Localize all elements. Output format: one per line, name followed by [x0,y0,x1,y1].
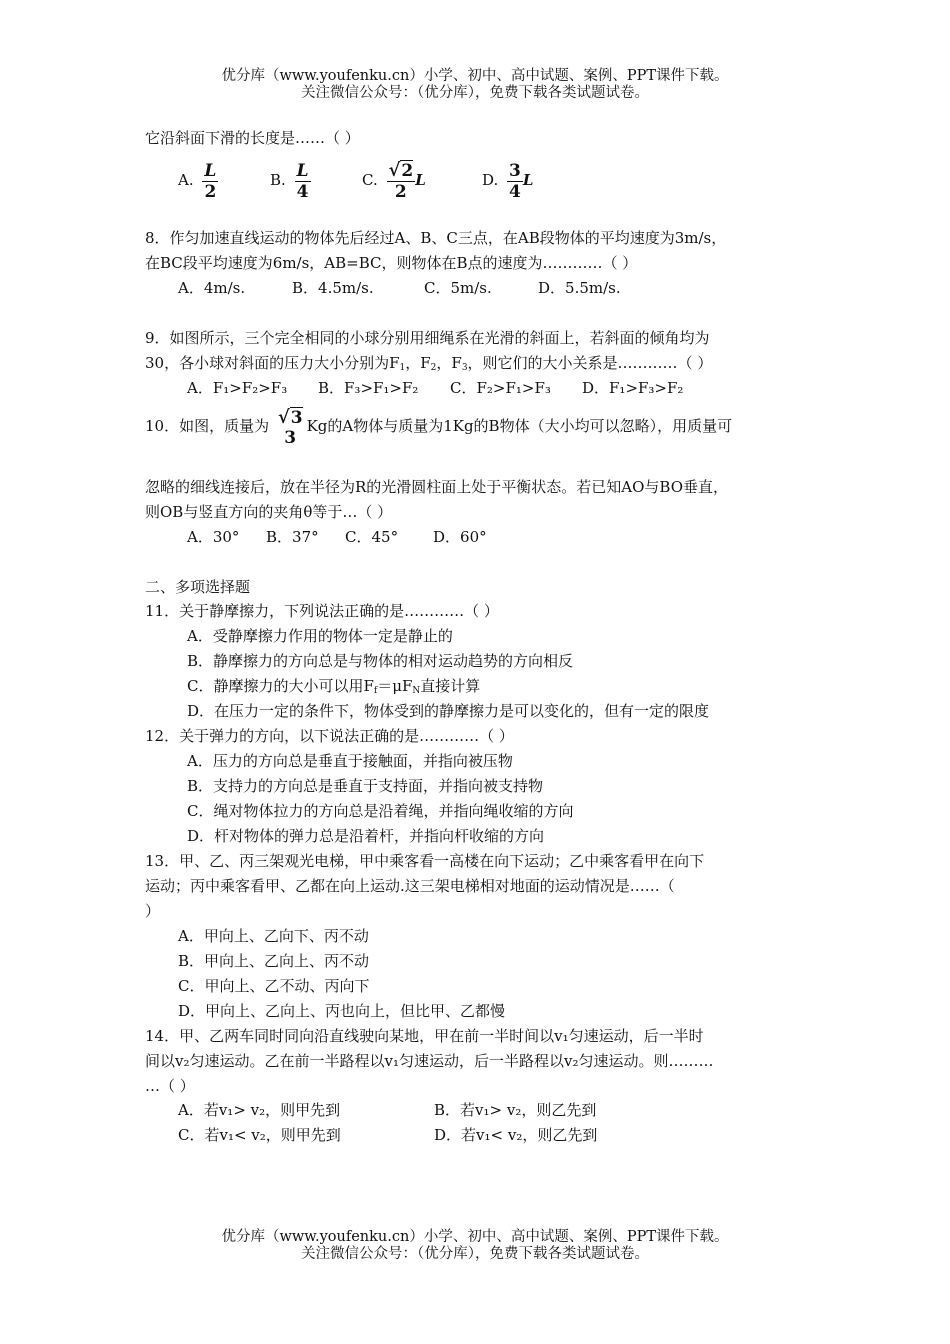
text: ，则它们的大小关系是…………（ ） [467,354,713,372]
q12-option-d: D．杆对物体的弹力总是沿着杆，并指向杆收缩的方向 [187,827,545,845]
q13-option-b: B．甲向上、乙向上、丙不动 [178,952,370,970]
footer-line-2: 关注微信公众号：（优分库），免费下载各类试题试卷。 [301,1246,649,1262]
suffix-variable: L [415,171,426,189]
fraction [507,161,523,202]
q10-line-2: 忽略的细线连接后，放在半径为R的光滑圆柱面上处于平衡状态。若已知AO与BO垂直， [145,478,729,496]
q9-option-d: D．F₁>F₃>F₂ [582,379,684,397]
text: 直接计算 [420,677,481,695]
q10-option-d: D．60° [433,528,487,546]
text: 10．如图，质量为 [145,417,270,435]
q13-option-d: D．甲向上、乙向上、丙也向上，但比甲、乙都慢 [178,1002,506,1020]
page-footer [0,1229,950,1263]
q11-option-b: B．静摩擦力的方向总是与物体的相对运动趋势的方向相反 [187,652,574,670]
q14-option-d: D．若v₁< v₂，则乙先到 [434,1126,598,1144]
q14-line-2: 间以v₂匀速运动。乙在前一半路程以v₁匀速运动，后一半路程以v₂匀速运动。则……… [145,1052,714,1070]
text: 30，各小球对斜面的压力大小分别为F [145,354,400,372]
q9-option-a: A．F₁>F₂>F₃ [187,379,288,397]
q14-line-3: …（ ） [145,1077,195,1095]
option-label: A. [178,171,194,189]
q10-option-c: C．45° [345,528,399,546]
text: ，F [436,354,462,372]
q12-stem: 12．关于弹力的方向，以下说法正确的是…………（ ） [145,727,514,745]
q7-option-c [362,158,426,202]
numerator: √ 3 [277,406,303,428]
q11-option-a: A．受静摩擦力作用的物体一定是静止的 [187,627,453,645]
section-title: 二、多项选择题 [145,578,251,596]
q9-option-c: C．F₂>F₁>F₃ [450,379,551,397]
denominator: 3 [284,427,297,448]
radicand: 2 [401,161,414,181]
text: ＝μF [377,677,413,695]
denominator: 2 [394,182,407,202]
q8-option-c: C．5m/s. [424,279,492,297]
subscript: N [412,686,421,696]
q11-option-d: D．在压力一定的条件下，物体受到的静摩擦力是可以变化的，但有一定的限度 [187,702,710,720]
numerator: 3 [509,160,521,181]
q8-option-b: B．4.5m/s. [292,279,374,297]
q10-line-3: 则OB与竖直方向的夹角θ等于…（ ） [145,503,393,521]
subscript: 2 [430,363,437,373]
denominator: 2 [204,181,217,202]
q10-option-a: A．30° [187,528,240,546]
q10-option-b: B．37° [266,528,319,546]
q9-option-b: B．F₃>F₁>F₂ [318,379,419,397]
header-line-1: 优分库（www.youfenku.cn）小学、初中、高中试题、案例、PPT课件下载。 [221,68,729,84]
q9-line-2 [145,353,712,378]
q11-option-c [187,676,480,701]
denominator: 4 [509,181,521,202]
q14-option-c: C．若v₁< v₂，则甲先到 [178,1126,341,1144]
fraction [387,160,416,202]
page-header [0,68,950,102]
denominator: 4 [296,181,309,202]
q8-option-a: A．4m/s. [178,279,246,297]
sqrt-symbol: √ 2 [388,160,414,181]
q14-option-a: A．若v₁> v₂，则甲先到 [178,1101,341,1119]
q9-line-1: 9．如图所示，三个完全相同的小球分别用细绳系在光滑的斜面上，若斜面的倾角均为 [145,329,710,347]
q12-option-c: C．绳对物体拉力的方向总是沿着绳，并指向绳收缩的方向 [187,802,574,820]
text: Kg的A物体与质量为1Kg的B物体（大小均可以忽略），用质量可 [306,417,733,435]
q7-option-d [482,158,533,202]
fraction [295,161,311,202]
q14-line-1: 14．甲、乙两车同时同向沿直线驶向某地，甲在前一半时间以v₁匀速运动，后一半时 [145,1027,704,1045]
subscript: 3 [461,363,468,373]
q7-option-b [270,158,311,202]
radicand: 3 [290,407,303,428]
footer-line-1: 优分库（www.youfenku.cn）小学、初中、高中试题、案例、PPT课件下载。 [221,1229,729,1245]
q13-line-1: 13．甲、乙、丙三架观光电梯，甲中乘客看一高楼在向下运动；乙中乘客看甲在向下 [145,852,705,870]
q10-line-1 [145,402,732,450]
header-line-2: 关注微信公众号：（优分库），免费下载各类试题试卷。 [301,85,649,101]
numerator: L [204,160,217,181]
text: C．静摩擦力的大小可以用F [187,677,374,695]
option-label: C. [362,171,378,189]
q8-option-d: D．5.5m/s. [538,279,621,297]
q8-line-1: 8．作匀加速直线运动的物体先后经过A、B、C三点，在AB段物体的平均速度为3m/s， [145,229,727,247]
q8-line-2: 在BC段平均速度为6m/s，AB=BC，则物体在B点的速度为…………（ ） [145,254,638,272]
numerator: L [296,160,309,181]
subscript: 1 [399,363,406,373]
q11-stem: 11．关于静摩擦力，下列说法正确的是…………（ ） [145,602,499,620]
q13-line-2: 运动；丙中乘客看甲、乙都在向上运动.这三架电梯相对地面的运动情况是……（ [145,877,675,895]
option-label: D. [482,171,499,189]
q13-option-a: A．甲向上、乙向下、丙不动 [178,927,369,945]
text: ，F [405,354,431,372]
subscript: f [373,686,378,696]
q7-option-a [178,158,218,202]
mass-fraction [276,407,305,448]
q14-option-b: B．若v₁> v₂，则乙先到 [434,1101,597,1119]
q13-option-c: C．甲向上、乙不动、丙向下 [178,977,370,995]
fraction [202,161,218,202]
q12-option-a: A．压力的方向总是垂直于接触面，并指向被压物 [187,752,513,770]
q7-stem: 它沿斜面下滑的长度是……（ ） [145,129,360,147]
q12-option-b: B．支持力的方向总是垂直于支持面，并指向被支持物 [187,777,544,795]
suffix-variable: L [522,171,534,189]
option-label: B. [270,171,286,189]
numerator [387,160,416,182]
q13-line-3: ） [145,902,161,920]
